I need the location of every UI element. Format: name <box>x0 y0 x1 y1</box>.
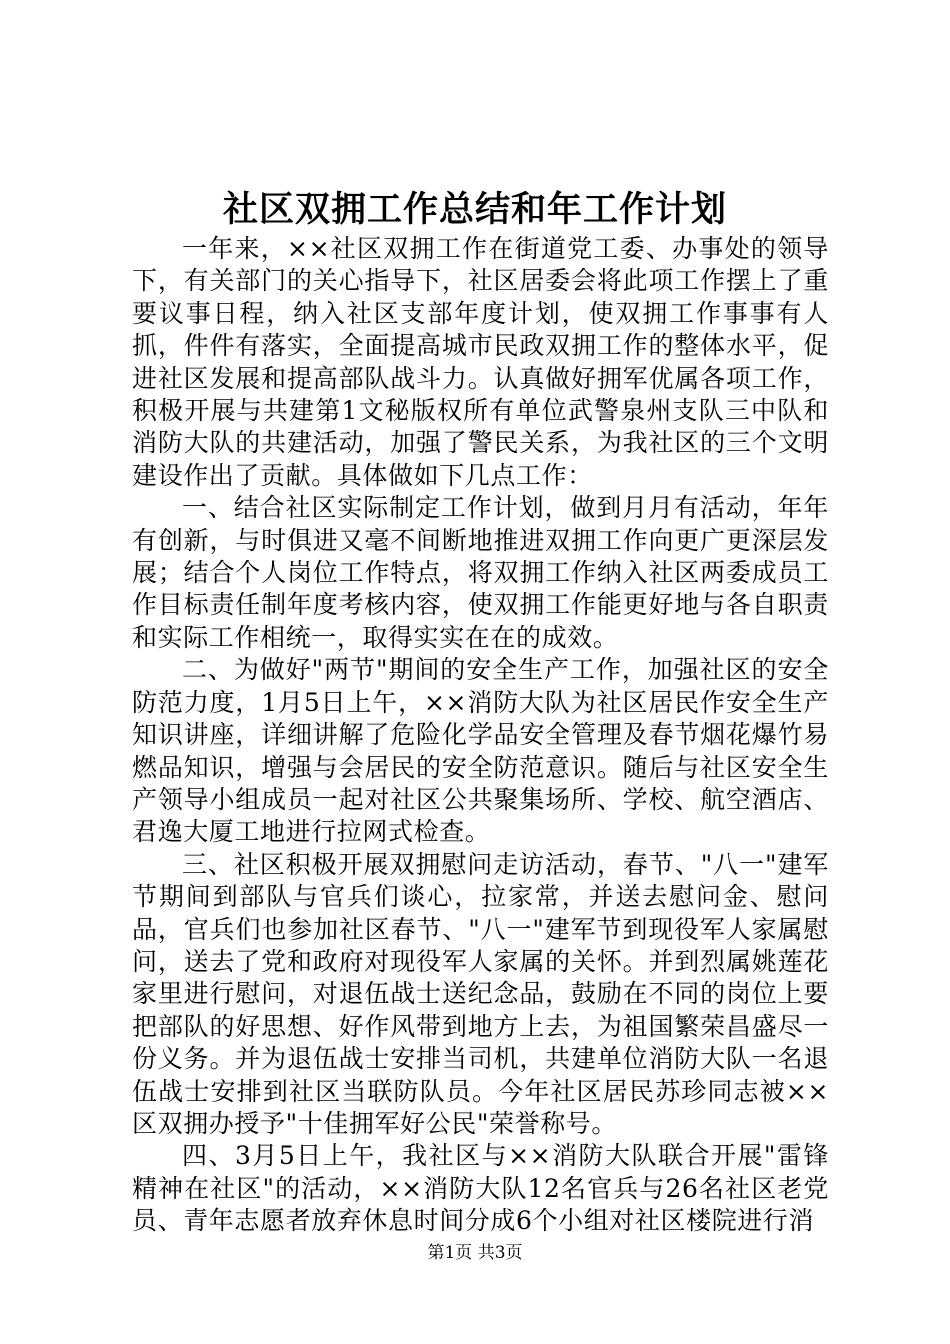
paragraph-item-2: 二、为做好"两节"期间的安全生产工作，加强社区的安全防范力度，1月5日上午，××消防大队为社区居民作安全生产知识讲座，详细讲解了危险化学品安全管理及春节烟花爆竹易燃品知识，增强与会居民的安全防范意识。随后与社区安全生产领导小组成员一起对社区公共聚集场所、学校、航空酒店、君逸大厦工地进行拉网式检查。 <box>132 655 829 847</box>
paragraph-item-4: 四、3月5日上午，我社区与××消防大队联合开展"雷锋精神在社区"的活动，××消防大队12名官兵与26名社区老党员、青年志愿者放弃休息时间分成6个小组对社区楼院进行消 <box>132 1141 829 1236</box>
paragraph-item-3: 三、社区积极开展双拥慰问走访活动，春节、"八一"建军节期间到部队与官兵们谈心，拉家常，并送去慰问金、慰问品，官兵们也参加社区春节、"八一"建军节到现役军人家属慰问，送去了党和政府对现役军人家属的关怀。并到烈属姚莲花家里进行慰问，对退伍战士送纪念品，鼓励在不同的岗位上要把部队的好思想、好作风带到地方上去，为祖国繁荣昌盛尽一份义务。并为退伍战士安排当司机，共建单位消防大队一名退伍战士安排到社区当联防队员。今年社区居民苏珍同志被××区双拥办授予"十佳拥军好公民"荣誉称号。 <box>132 849 829 1138</box>
paragraph-item-1: 一、结合社区实际制定工作计划，做到月月有活动，年年有创新，与时俱进又毫不间断地推进双拥工作向更广更深层发展；结合个人岗位工作特点，将双拥工作纳入社区两委成员工作目标责任制年度考核内容，使双拥工作能更好地与各自职责和实际工作相统一，取得实实在在的成效。 <box>132 493 829 652</box>
paragraph-intro: 一年来，××社区双拥工作在街道党工委、办事处的领导下，有关部门的关心指导下，社区居委会将此项工作摆上了重要议事日程，纳入社区支部年度计划，使双拥工作事事有人抓，件件有落实，全面提高城市民政双拥工作的整体水平，促进社区发展和提高部队战斗力。认真做好拥军优属各项工作，积极开展与共建第1文秘版权所有单位武警泉州支队三中队和消防大队的共建活动，加强了警民关系，为我社区的三个文明建设作出了贡献。具体做如下几点工作： <box>132 234 829 490</box>
document-title: 社区双拥工作总结和年工作计划 <box>222 189 727 230</box>
page-number-footer: 第1页 共3页 <box>427 1243 523 1263</box>
document-body <box>132 233 829 1238</box>
